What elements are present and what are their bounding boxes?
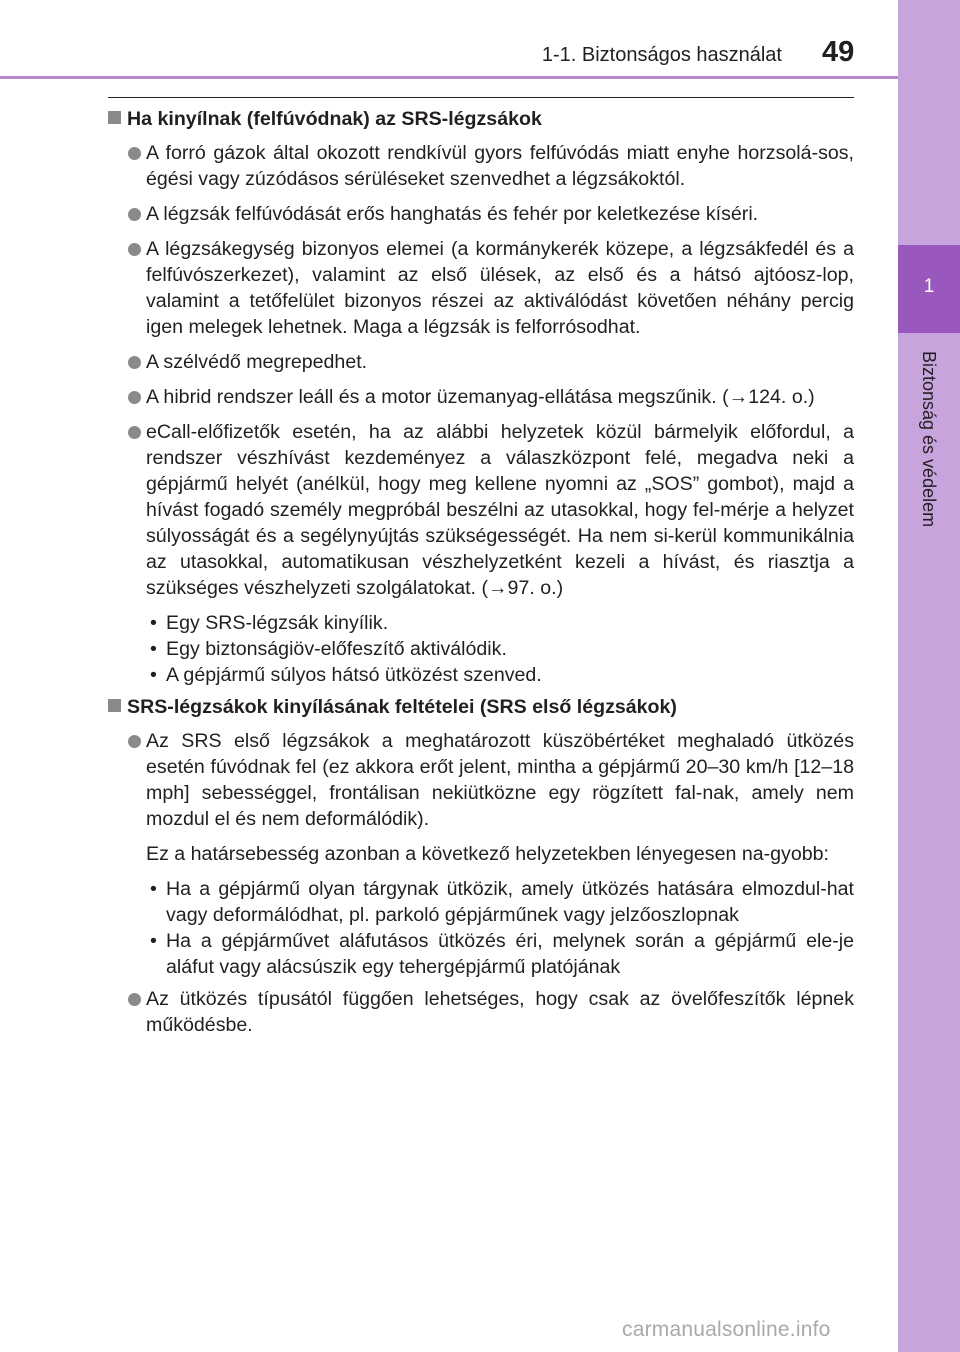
round-bullet-icon — [128, 208, 141, 221]
list-item — [108, 728, 854, 832]
content-top-rule — [108, 97, 854, 98]
round-bullet-icon — [128, 391, 141, 404]
list-item — [108, 384, 854, 410]
list-item-text: A hibrid rendszer leáll és a motor üzemanyag-ellátása megszűnik. (→124. o.) — [146, 386, 815, 408]
page-number: 49 — [822, 36, 855, 68]
chapter-title: Biztonság és védelem — [919, 351, 939, 528]
list-item-text: A légzsák felfúvódását erős hanghatás és fehér por keletkezése kíséri. — [146, 203, 759, 225]
dot-marker-icon: • — [150, 664, 157, 686]
list-item — [108, 140, 854, 192]
sub-list-item — [146, 928, 854, 980]
dot-marker-icon: • — [150, 930, 157, 952]
list-item — [108, 349, 854, 375]
round-bullet-icon — [128, 735, 141, 748]
section-heading-text: Ha kinyílnak (felfúvódnak) az SRS-légzsákok — [127, 108, 542, 130]
sub-list — [146, 610, 854, 688]
list-item-text: A szélvédő megrepedhet. — [146, 351, 368, 373]
page-content — [108, 106, 854, 1047]
square-bullet-icon — [108, 699, 121, 712]
list-item — [108, 419, 854, 601]
watermark: carmanualsonline.info — [622, 1318, 831, 1341]
section-heading — [108, 106, 854, 132]
dot-marker-icon: • — [150, 638, 157, 660]
square-bullet-icon — [108, 111, 121, 124]
sub-list — [146, 876, 854, 980]
round-bullet-icon — [128, 356, 141, 369]
sub-list-item-text: Egy biztonságiöv-előfeszítő aktiválódik. — [166, 638, 507, 660]
section-heading-text: SRS-légzsákok kinyílásának feltételei (SRS első légzsákok) — [127, 696, 677, 718]
header-section-title: 1-1. Biztonságos használat — [541, 44, 782, 66]
list-item-text: A légzsákegység bizonyos elemei (a kormánykerék közepe, a légzsákfedél és a felfúvószerkezet), valamint az első ülések, az első és a hátsó ajtóosz-lop, valamint a tetőfelület bizonyos részei az aktiválódást követően néhány percig igen melegek lehetnek. Maga a légzsák is felforrósodhat. — [146, 238, 854, 338]
sub-list-item — [146, 636, 854, 662]
chapter-number: 1 — [923, 276, 935, 297]
list-item-text: eCall-előfizetők esetén, ha az alábbi helyzetek közül bármelyik előfordul, a rendszer vészhívást kezdeményez a válaszközpont felé, megadva neki a gépjármű helyét (anélkül, hogy meg kellene nyomni az „SOS” gombot), majd a hívást fogadó személy megpróbál beszélni az utasokkal, hogy fel-mérje a helyzet súlyosságát és a segélynyújtás szükségességét. Ha nem si-kerül kommunikálnia az utasokkal, automatikusan vészhelyzetként kezeli a hívást, és riasztja a szükséges vészhelyzeti szolgálatokat. (→97. o.) — [146, 421, 854, 599]
sub-list-item-text: Ha a gépjárművet aláfutásos ütközés éri, melynek során a gépjármű ele-je aláfut vagy alácsúszik egy tehergépjármű platójának — [166, 930, 854, 978]
sub-list-item — [146, 662, 854, 688]
section-heading — [108, 694, 854, 720]
header-rule — [0, 76, 898, 79]
list-item-text: A forró gázok által okozott rendkívül gyors felfúvódás miatt enyhe horzsolá-sos, égési vagy zúzódásos sérüléseket szenvedhet a légzsákoktól. — [146, 142, 854, 190]
list-item — [108, 236, 854, 340]
sub-list-item — [146, 876, 854, 928]
dot-marker-icon: • — [150, 612, 157, 634]
list-item-text: Az ütközés típusától függően lehetséges, hogy csak az övelőfeszítők lépnek működésbe. — [146, 988, 854, 1036]
round-bullet-icon — [128, 147, 141, 160]
sub-list-item-text: Egy SRS-légzsák kinyílik. — [166, 612, 389, 634]
sub-list-item-text: Ha a gépjármű olyan tárgynak ütközik, amely ütközés hatására elmozdul-hat vagy deformálódhat, pl. parkoló gépjárműnek vagy jelzőoszlopnak — [166, 878, 854, 926]
list-item — [108, 986, 854, 1038]
paragraph: Ez a határsebesség azonban a következő helyzetekben lényegesen na-gyobb: — [146, 843, 829, 865]
list-item — [108, 201, 854, 227]
round-bullet-icon — [128, 426, 141, 439]
round-bullet-icon — [128, 993, 141, 1006]
sub-list-item — [146, 610, 854, 636]
round-bullet-icon — [128, 243, 141, 256]
sub-list-item-text: A gépjármű súlyos hátsó ütközést szenved. — [166, 664, 542, 686]
side-tab — [898, 0, 960, 1352]
list-item-text: Az SRS első légzsákok a meghatározott küszöbértéket meghaladó ütközés esetén fúvódnak fel (ez akkora erőt jelent, mintha a gépjármű 20–30 km/h [12–18 mph] sebességgel, frontálisan nekiütközne egy rögzített fal-nak, amely nem mozdul el és nem deformálódik). — [146, 730, 854, 830]
dot-marker-icon: • — [150, 878, 157, 900]
